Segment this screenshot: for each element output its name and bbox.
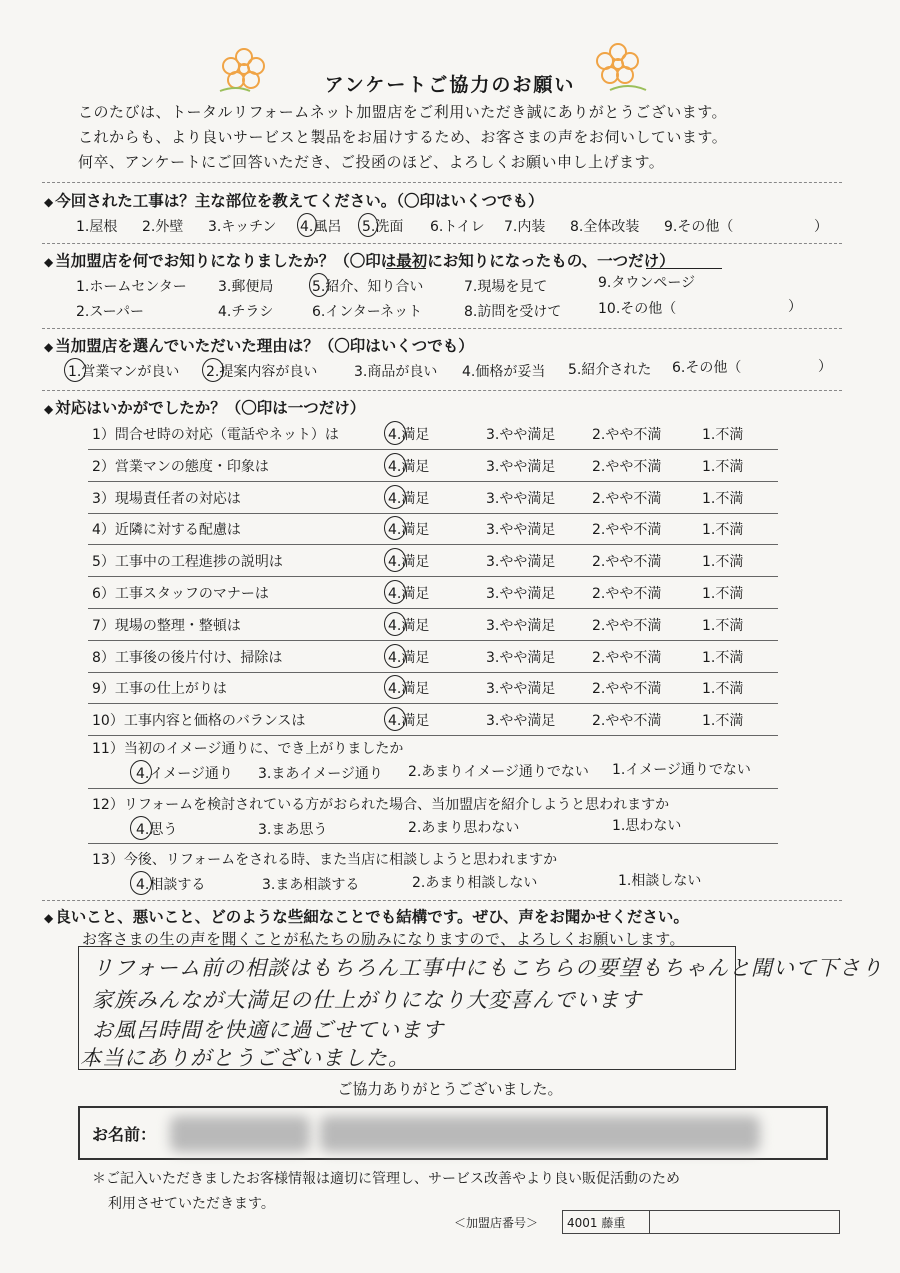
q1-option-4[interactable]: 4.風呂 bbox=[300, 219, 342, 235]
q4-row-option[interactable]: 3.やや満足 bbox=[486, 554, 556, 570]
selection-circle bbox=[384, 485, 406, 509]
row-divider bbox=[88, 513, 778, 514]
q13-option-3[interactable]: 3.まあ相談する bbox=[262, 877, 360, 893]
q4-row-option[interactable]: 2.やや不満 bbox=[592, 650, 662, 666]
q4-row-option[interactable]: 3.やや満足 bbox=[486, 713, 556, 729]
q1-option-9-close: ） bbox=[814, 219, 828, 235]
q4-row-option[interactable]: 2.やや不満 bbox=[592, 681, 662, 697]
intro-line-1: このたびは、トータルリフォームネット加盟店をご利用いただき誠にありがとうございます。 bbox=[78, 103, 728, 121]
q4-row-option[interactable]: 4.満足 bbox=[388, 427, 430, 443]
q4-row-option[interactable]: 1.不満 bbox=[702, 650, 744, 666]
q4-row-option[interactable]: 1.不満 bbox=[702, 554, 744, 570]
underline bbox=[646, 268, 722, 269]
selection-circle bbox=[358, 213, 378, 237]
q3-option-3[interactable]: 3.商品が良い bbox=[354, 364, 438, 380]
q4-row-label: 8）工事後の後片付け、掃除は bbox=[92, 650, 283, 666]
q2-option-10[interactable]: 10.その他（ bbox=[598, 301, 677, 317]
handwritten-line-2: 家族みんなが大満足の仕上がりになり大変喜んでいます bbox=[92, 988, 642, 1012]
q4-row-label: 5）工事中の工程進捗の説明は bbox=[92, 554, 283, 570]
q11-option-1[interactable]: 1.イメージ通りでない bbox=[612, 762, 751, 778]
q1-option-1[interactable]: 1.屋根 bbox=[76, 219, 118, 235]
q4-row-option[interactable]: 2.やや不満 bbox=[592, 618, 662, 634]
q2-option-2[interactable]: 2.スーパー bbox=[76, 304, 144, 320]
q4-row-option[interactable]: 1.不満 bbox=[702, 427, 744, 443]
q11-option-2[interactable]: 2.あまりイメージ通りでない bbox=[408, 764, 589, 780]
q4-row-option[interactable]: 4.満足 bbox=[388, 650, 430, 666]
q4-row-option[interactable]: 3.やや満足 bbox=[486, 618, 556, 634]
q3-option-1[interactable]: 1.営業マンが良い bbox=[68, 364, 180, 380]
q4-row-option[interactable]: 2.やや不満 bbox=[592, 554, 662, 570]
q4-row-option[interactable]: 4.満足 bbox=[388, 618, 430, 634]
q13-option-4[interactable]: 4.相談する bbox=[136, 877, 206, 893]
q4-row-label: 9）工事の仕上がりは bbox=[92, 681, 227, 697]
intro-line-2: これからも、より良いサービスと製品をお届けするため、お客さまの声をお伺いしています。 bbox=[78, 128, 728, 146]
q2-option-6[interactable]: 6.インターネット bbox=[312, 304, 423, 320]
selection-circle bbox=[384, 707, 406, 731]
q4-row-option[interactable]: 3.やや満足 bbox=[486, 586, 556, 602]
q4-row-option[interactable]: 4.満足 bbox=[388, 554, 430, 570]
q12-option-2[interactable]: 2.あまり思わない bbox=[408, 820, 520, 836]
selection-circle bbox=[384, 548, 406, 572]
q4-row-label: 10）工事内容と価格のバランスは bbox=[92, 713, 306, 729]
q13-label: 13）今後、リフォームをされる時、また当店に相談しようと思われますか bbox=[92, 852, 558, 868]
q2-option-8[interactable]: 8.訪問を受けて bbox=[464, 304, 562, 320]
q2-option-9[interactable]: 9.タウンページ bbox=[598, 275, 696, 291]
row-divider bbox=[88, 449, 778, 450]
q4-row-option[interactable]: 2.やや不満 bbox=[592, 586, 662, 602]
q4-row-option[interactable]: 4.満足 bbox=[388, 586, 430, 602]
q12-option-4[interactable]: 4.思う bbox=[136, 822, 178, 838]
q4-row-option[interactable]: 3.やや満足 bbox=[486, 491, 556, 507]
q11-label: 11）当初のイメージ通りに、でき上がりましたか bbox=[92, 741, 404, 757]
selection-circle bbox=[384, 612, 406, 636]
q4-row-label: 7）現場の整理・整頓は bbox=[92, 618, 241, 634]
q1-label: ◆ 今回された工事は？主な部位を教えてください。（〇印はいくつでも） bbox=[44, 192, 544, 210]
q4-row-option[interactable]: 4.満足 bbox=[388, 681, 430, 697]
q2-option-1[interactable]: 1.ホームセンター bbox=[76, 279, 187, 295]
q4-row-option[interactable]: 4.満足 bbox=[388, 459, 430, 475]
privacy-note-1: ＊ご記入いただきましたお客様情報は適切に管理し、サービス改善やより良い販促活動のため bbox=[92, 1171, 680, 1187]
q4-row-option[interactable]: 2.やや不満 bbox=[592, 713, 662, 729]
divider bbox=[42, 900, 842, 901]
q4-row-option[interactable]: 3.やや満足 bbox=[486, 522, 556, 538]
row-divider bbox=[88, 544, 778, 545]
q3-label: ◆ 当加盟店を選んでいただいた理由は？（〇印はいくつでも） bbox=[44, 337, 474, 355]
row-divider bbox=[88, 576, 778, 577]
q1-option-3[interactable]: 3.キッチン bbox=[208, 219, 277, 235]
q4-row-option[interactable]: 1.不満 bbox=[702, 522, 744, 538]
q4-row-option[interactable]: 2.やや不満 bbox=[592, 427, 662, 443]
thanks-message: ご協力ありがとうございました。 bbox=[337, 1080, 563, 1098]
q4-row-option[interactable]: 1.不満 bbox=[702, 618, 744, 634]
q4-row-option[interactable]: 3.やや満足 bbox=[486, 650, 556, 666]
q12-label: 12）リフォームを検討されている方がおられた場合、当加盟店を紹介しようと思われますか bbox=[92, 797, 670, 813]
q4-row-option[interactable]: 1.不満 bbox=[702, 586, 744, 602]
q2-option-5[interactable]: 5.紹介、知り合い bbox=[312, 279, 424, 295]
intro-line-3: 何卒、アンケートにご回答いただき、ご投函のほど、よろしくお願い申し上げます。 bbox=[78, 153, 665, 171]
q4-row-label: 3）現場責任者の対応は bbox=[92, 491, 241, 507]
row-divider bbox=[88, 735, 778, 736]
comment-label-1: ◆ 良いこと、悪いこと、どのような些細なことでも結構です。ぜひ、声をお聞かせください。 bbox=[44, 908, 689, 926]
q13-option-1[interactable]: 1.相談しない bbox=[618, 873, 702, 889]
row-divider bbox=[88, 608, 778, 609]
q4-row-option[interactable]: 3.やや満足 bbox=[486, 459, 556, 475]
q1-option-5[interactable]: 5.洗面 bbox=[362, 219, 404, 235]
q4-row-option[interactable]: 1.不満 bbox=[702, 491, 744, 507]
divider bbox=[42, 328, 842, 329]
q11-option-3[interactable]: 3.まあイメージ通り bbox=[258, 766, 383, 782]
row-divider bbox=[88, 481, 778, 482]
q4-row-label: 1）問合せ時の対応（電話やネット）は bbox=[92, 427, 339, 443]
row-divider bbox=[88, 843, 778, 844]
q2-label: ◆ 当加盟店を何でお知りになりましたか？（〇印は最初にお知りになったもの、一つだけ） bbox=[44, 252, 675, 270]
selection-circle bbox=[130, 760, 152, 784]
selection-circle bbox=[130, 871, 152, 895]
q2-option-10-close: ） bbox=[788, 299, 802, 315]
divider bbox=[42, 182, 842, 183]
q3-option-6[interactable]: 6.その他（ bbox=[672, 360, 742, 376]
selection-circle bbox=[384, 644, 406, 668]
underline bbox=[386, 268, 426, 269]
divider bbox=[42, 390, 842, 391]
q2-option-7[interactable]: 7.現場を見て bbox=[464, 279, 548, 295]
q11-option-4[interactable]: 4.イメージ通り bbox=[136, 766, 233, 782]
selection-circle bbox=[384, 453, 406, 477]
selection-circle bbox=[297, 213, 317, 237]
privacy-note-2: 利用させていただきます。 bbox=[108, 1196, 275, 1212]
selection-circle bbox=[384, 516, 406, 540]
q1-option-2[interactable]: 2.外壁 bbox=[142, 219, 184, 235]
q1-option-8[interactable]: 8.全体改装 bbox=[570, 219, 640, 235]
q3-option-5[interactable]: 5.紹介された bbox=[568, 362, 652, 378]
handwritten-line-1: リフォーム前の相談はもちろん工事中にもこちらの要望もちゃんと聞いて下さり bbox=[92, 956, 883, 980]
q3-option-4[interactable]: 4.価格が妥当 bbox=[462, 364, 546, 380]
q4-row-option[interactable]: 4.満足 bbox=[388, 522, 430, 538]
q3-option-2[interactable]: 2.提案内容が良い bbox=[206, 364, 318, 380]
q4-row-option[interactable]: 1.不満 bbox=[702, 459, 744, 475]
q1-option-7[interactable]: 7.内装 bbox=[504, 219, 546, 235]
page-title: アンケートご協力のお願い bbox=[324, 74, 576, 96]
redacted-name bbox=[170, 1116, 310, 1152]
divider bbox=[42, 243, 842, 244]
redacted-name bbox=[320, 1116, 760, 1152]
row-divider bbox=[88, 703, 778, 704]
row-divider bbox=[88, 788, 778, 789]
q4-row-option[interactable]: 3.やや満足 bbox=[486, 681, 556, 697]
q4-row-label: 4）近隣に対する配慮は bbox=[92, 522, 241, 538]
q3-option-6-close: ） bbox=[818, 359, 832, 375]
comment-label-2: お客さまの生の声を聞くことが私たちの励みになりますので、よろしくお願いします。 bbox=[82, 930, 686, 948]
selection-circle bbox=[64, 358, 86, 382]
q4-row-option[interactable]: 3.やや満足 bbox=[486, 427, 556, 443]
selection-circle bbox=[202, 358, 224, 382]
q2-option-4[interactable]: 4.チラシ bbox=[218, 304, 274, 320]
shop-number-value: 4001 藤重 bbox=[567, 1216, 626, 1230]
handwritten-line-4: 本当にありがとうございました。 bbox=[80, 1046, 410, 1070]
q2-option-3[interactable]: 3.郵便局 bbox=[218, 279, 274, 295]
selection-circle bbox=[384, 421, 406, 445]
q4-row-option[interactable]: 4.満足 bbox=[388, 491, 430, 507]
q4-row-option[interactable]: 2.やや不満 bbox=[592, 459, 662, 475]
q4-row-option[interactable]: 1.不満 bbox=[702, 681, 744, 697]
row-divider bbox=[88, 672, 778, 673]
shop-number-label: ＜加盟店番号＞ bbox=[454, 1216, 539, 1230]
selection-circle bbox=[130, 816, 152, 840]
q4-row-label: 6）工事スタッフのマナーは bbox=[92, 586, 269, 602]
q12-option-3[interactable]: 3.まあ思う bbox=[258, 822, 328, 838]
row-divider bbox=[88, 640, 778, 641]
selection-circle bbox=[384, 675, 406, 699]
q1-option-6[interactable]: 6.トイレ bbox=[430, 219, 485, 235]
selection-circle bbox=[384, 580, 406, 604]
name-label: お名前： bbox=[92, 1125, 157, 1144]
q4-row-option[interactable]: 1.不満 bbox=[702, 713, 744, 729]
q4-row-option[interactable]: 2.やや不満 bbox=[592, 522, 662, 538]
handwritten-line-3: お風呂時間を快適に過ごせています bbox=[92, 1018, 444, 1042]
q1-option-9[interactable]: 9.その他（ bbox=[664, 219, 734, 235]
q4-row-option[interactable]: 4.満足 bbox=[388, 713, 430, 729]
q4-row-option[interactable]: 2.やや不満 bbox=[592, 491, 662, 507]
q13-option-2[interactable]: 2.あまり相談しない bbox=[412, 875, 538, 891]
q12-option-1[interactable]: 1.思わない bbox=[612, 818, 682, 834]
selection-circle bbox=[309, 273, 329, 297]
q4-label: ◆ 対応はいかがでしたか？（〇印は一つだけ） bbox=[44, 399, 366, 417]
q4-row-label: 2）営業マンの態度・印象は bbox=[92, 459, 269, 475]
